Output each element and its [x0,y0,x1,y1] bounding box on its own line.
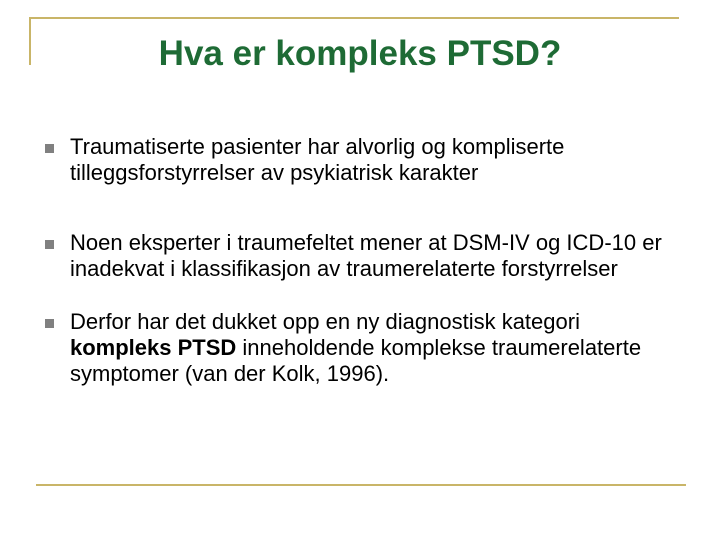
bullet-text: Noen eksperter i traumefeltet mener at DSM-IV og ICD-10 er inadekvat i klassifikasjon av traumerelaterte forstyrrelser [70,230,662,281]
square-bullet-icon [45,144,54,153]
bullet-text-before: Derfor har det dukket opp en ny diagnostisk kategori [70,309,580,334]
slide-title: Hva er kompleks PTSD? [158,34,562,73]
frame-top-line [29,17,679,19]
bullet-text-after: inneholdende komplekse traumerelaterte symptomer (van der Kolk, 1996). [70,335,642,386]
frame-bottom-line [36,484,686,486]
square-bullet-icon [45,240,54,249]
bullet-text [70,309,680,387]
bullet-text-bold: kompleks PTSD [70,335,237,360]
square-bullet-icon [45,319,54,328]
bullet-text: Traumatiserte pasienter har alvorlig og kompliserte tilleggsforstyrrelser av psykiatrisk karakter [70,134,565,185]
